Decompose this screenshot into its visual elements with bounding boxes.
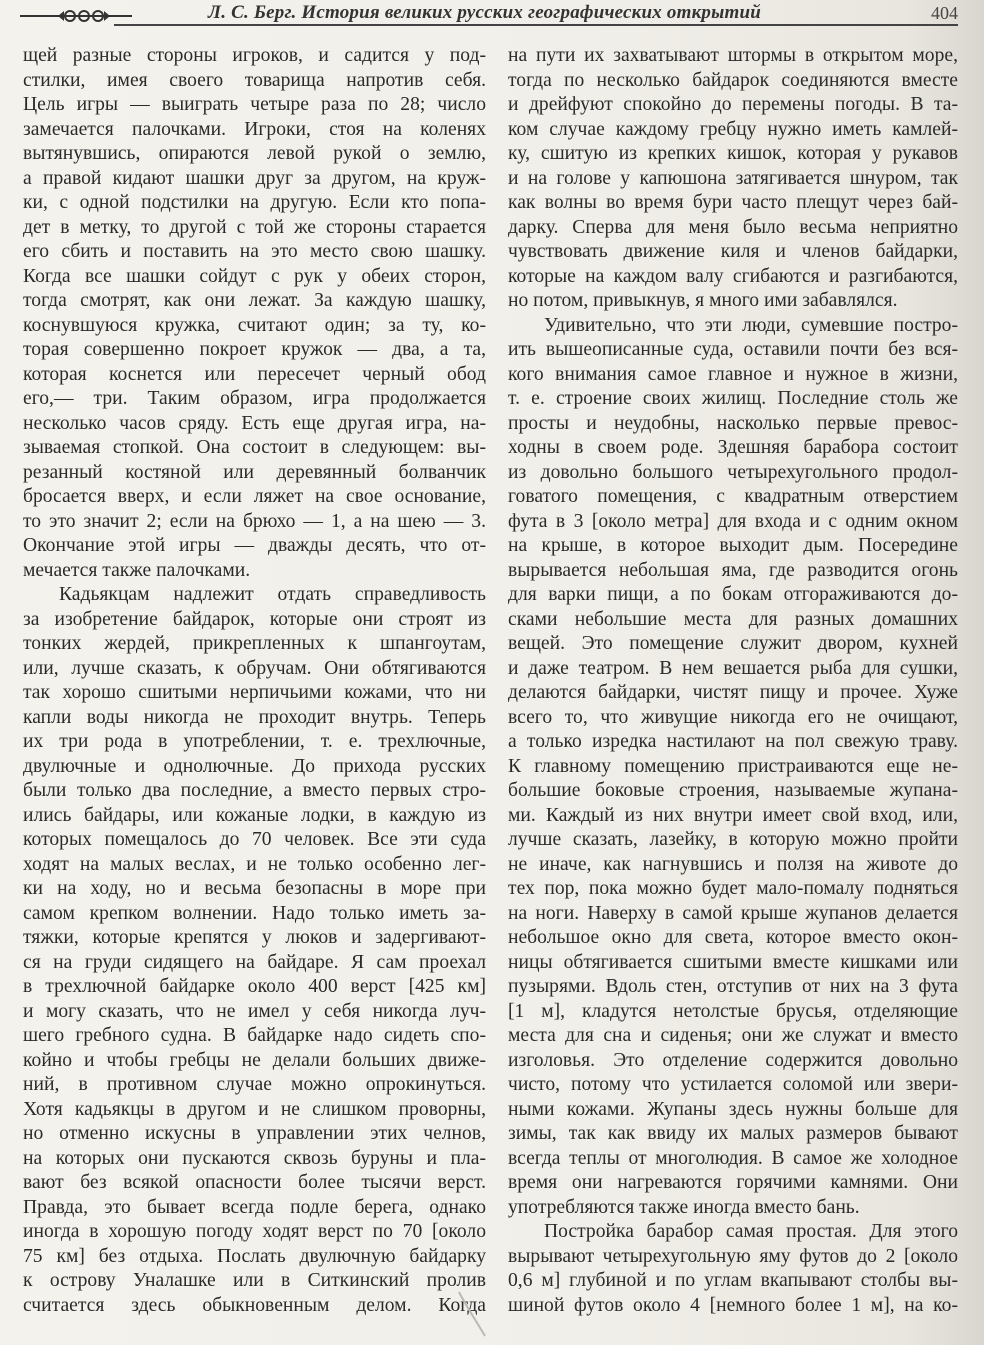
text-line: вырывают четырехугольную яму футов до 2 [около bbox=[508, 1245, 958, 1267]
text-line: и могу сказать, что не имел у себя никогда луч- bbox=[23, 1000, 486, 1022]
text-line: ми. Каждый из них внутри имеет свой вход, или, bbox=[508, 804, 958, 826]
text-line: самом крепком волнении. Надо только иметь за- bbox=[23, 902, 486, 924]
text-line: на ноги. Наверху в самой крыше жупанов делается bbox=[508, 902, 958, 924]
text-line: Постройка барабор самая простая. Для этого bbox=[544, 1221, 958, 1242]
text-line: его сбить и поставить на это место свою шашку. bbox=[23, 241, 486, 262]
text-line: чисто, потому что устилается соломой или звери- bbox=[508, 1074, 958, 1095]
text-line: тонких жердей, прикрепленных к шпангоутам, bbox=[23, 633, 486, 654]
text-line: сками небольшие места для разных домашних bbox=[508, 608, 958, 630]
text-line: вырывается небольшая яма, где разводится огонь bbox=[508, 559, 958, 581]
text-line: ки, с одной подстилки на другую. Если кто попа- bbox=[23, 192, 486, 213]
text-line: иногда в хорошую погоду ходят верст по 70 [около bbox=[23, 1221, 486, 1242]
text-line: тогда по несколько байдарок соединяются вместе bbox=[508, 69, 958, 91]
running-header bbox=[18, 0, 958, 30]
text-line: дарку. Сперва для меня было весьма неприятно bbox=[508, 216, 958, 238]
text-line: ком случае каждому гребцу нужно иметь камлей- bbox=[508, 118, 958, 140]
text-line: были только два последние, а вместо первых стро- bbox=[23, 780, 486, 801]
text-line: и дрейфуют спокойно до перемены погоды. В та- bbox=[508, 94, 958, 115]
text-line: ились байдары, или кожаные лодки, в каждую из bbox=[23, 804, 486, 826]
text-line: лучше сказать, лазейку, в которую можно пройти bbox=[508, 829, 958, 850]
text-line: зимы, так как ввиду их малых размеров бывают bbox=[508, 1123, 958, 1144]
text-line: и на голове у капюшона затягивается шнуром, так bbox=[508, 167, 958, 189]
text-line: бросается вверх, и если ляжет на свое основание, bbox=[23, 486, 486, 507]
text-line: койно и чтобы гребцы не делали больших движе- bbox=[23, 1049, 486, 1071]
text-line: вытянувшись, опираются левой рукой о землю, bbox=[23, 143, 486, 164]
text-line: [1 м], кладутся нетолстые брусья, отделяющие bbox=[508, 1000, 958, 1022]
text-line: ку, сшитую из крепких кишок, которая у рукавов bbox=[508, 143, 958, 164]
text-line: ходны в своем роде. Здешняя барабора состоит bbox=[508, 437, 958, 458]
text-line: или, лучше сказать, к обручам. Они обтягиваются bbox=[23, 657, 486, 679]
text-line: ки на ходу, но и весьма безопасны в море при bbox=[23, 878, 486, 899]
page-number: 404 bbox=[931, 3, 958, 23]
text-line: его,— три. Таким образом, игра продолжается bbox=[23, 388, 486, 409]
text-line: всегда теплы от многолюдия. В самое же холодное bbox=[508, 1147, 958, 1169]
text-line: Удивительно, что эти люди, сумевшие постро- bbox=[544, 314, 958, 336]
text-line: считается здесь обыкновенным делом. Когда bbox=[23, 1294, 486, 1316]
text-line: употребляются также иногда вместо бань. bbox=[508, 1196, 860, 1218]
text-line: просты и неудобны, насколько первые превос- bbox=[508, 412, 958, 434]
text-line: т. е. строение своих жилищ. Последние столь же bbox=[508, 388, 958, 409]
text-line: а только изредка настилают на пол свежую траву. bbox=[508, 731, 958, 752]
text-line: Когда все шашки сойдут с рук у обеих сторон, bbox=[23, 265, 486, 287]
text-line: их три рода в употреблении, т. е. трехлючные, bbox=[23, 731, 486, 752]
right-column bbox=[508, 44, 958, 1318]
text-line: фута в 3 [около метра] для входа и с одним окном bbox=[508, 510, 958, 532]
text-line: 75 км] без отдыха. Послать двулючную байдарку bbox=[23, 1245, 486, 1267]
scan-scratch-mark bbox=[455, 1290, 495, 1340]
text-line: ний, в противном случае можно опрокинуться. bbox=[23, 1074, 486, 1095]
text-line: дет в метку, то другой с той же стороны старается bbox=[23, 216, 486, 238]
text-line: щей разные стороны игроков, и садится у под- bbox=[23, 45, 486, 66]
text-line: небольшое окно для света, которое вместо окон- bbox=[508, 927, 958, 948]
text-line: торая совершенно покроет кружок — два, а та, bbox=[23, 339, 486, 360]
text-line: К главному помещению пристраиваются еще не- bbox=[508, 755, 958, 777]
header-rule bbox=[114, 24, 958, 26]
text-line: на которых они пускаются сквозь буруны и пла- bbox=[23, 1147, 486, 1169]
text-line: шего гребного судна. В байдарке надо сидеть спо- bbox=[23, 1025, 486, 1046]
text-line: в трехлючной байдарке около 400 верст [425 км] bbox=[23, 976, 486, 997]
text-line: говатого помещения, с квадратным отверстием bbox=[508, 486, 958, 507]
text-line: так хорошо сшитыми нерпичьими кожами, что ни bbox=[23, 682, 486, 703]
running-title: Л. С. Берг. История великих русских географических открытий bbox=[208, 2, 762, 23]
text-line: Кадьякцам надлежит отдать справедливость bbox=[59, 584, 486, 605]
text-line: коснувшуюся кружка, считают один; за ту, ко- bbox=[23, 314, 486, 336]
text-line: ить вышеописанные суда, оставили почти без вся- bbox=[508, 339, 958, 360]
text-line: но потом, привыкнув, я много ими забавлялся. bbox=[508, 290, 898, 311]
text-line: места для сна и сиденья; они же служат и вместо bbox=[508, 1025, 958, 1046]
text-line: тех пор, пока можно будет мало-помалу подняться bbox=[508, 878, 958, 899]
text-line: Хотя кадьякцы в другом и не слишком проворны, bbox=[23, 1098, 486, 1120]
text-line: чувствовать движение киля и членов байдарки, bbox=[508, 241, 958, 262]
text-line: зываемая стопкой. Она состоит в следующем: вы- bbox=[23, 437, 486, 458]
text-line: к острову Уналашке или в Ситкинский пролив bbox=[23, 1270, 486, 1291]
text-line: пузырями. Вдоль стен, отступив от них на 3 фута bbox=[508, 976, 958, 997]
text-line: вают без всякой опасности более тысячи верст. bbox=[23, 1172, 486, 1193]
text-line: Цель игры — выиграть четыре раза по 28; число bbox=[23, 94, 486, 115]
text-line: большие боковые строения, называемые жупана- bbox=[508, 780, 958, 801]
text-line: Окончание этой игры — дважды десять, что от- bbox=[23, 535, 486, 556]
text-line: то это значит 2; если на брюхо — 1, а на шею — 3. bbox=[23, 510, 486, 532]
text-line: на крыше, в которое выходит дым. Посередине bbox=[508, 535, 958, 556]
text-line: ницы обтягивается сшитыми вместе кишками или bbox=[508, 951, 958, 973]
text-line: на пути их захватывают штормы в открытом море, bbox=[508, 45, 958, 66]
text-line: которая коснется или пересечет черный обод bbox=[23, 363, 486, 385]
text-line: мечается также палочками. bbox=[23, 559, 251, 581]
text-line: резанный костяной или деревянный болванчик bbox=[23, 461, 486, 483]
text-line: тяжки, которые крепятся у люков и задергивают- bbox=[23, 927, 486, 948]
text-line: ными кожами. Жупаны здесь нужны больше для bbox=[508, 1098, 958, 1120]
text-line: но отменно искусны в управлении этих челнов, bbox=[23, 1123, 486, 1144]
text-line: которых помещалось до 70 человек. Все эти суда bbox=[23, 829, 486, 850]
left-column bbox=[23, 44, 486, 1318]
text-line: ходят на малых веслах, и не только особенно лег- bbox=[23, 853, 486, 875]
text-line: которые на каждом валу сгибаются и разгибаются, bbox=[508, 265, 958, 287]
text-line: вещей. Это помещение служит двором, кухней bbox=[508, 633, 958, 654]
text-line: делаются байдарки, чистят пищу и прочее. Хуже bbox=[508, 682, 958, 703]
text-line: тогда смотрят, как они лежат. За каждую шашку, bbox=[23, 290, 486, 311]
text-line: для варки пищи, а по бокам отгораживаются до- bbox=[508, 584, 958, 605]
text-line: замечается палочками. Игроки, стоя на коленях bbox=[23, 118, 486, 140]
text-line: шиной футов около 4 [немного более 1 м], на ко- bbox=[508, 1294, 958, 1316]
text-line: время они нагреваются горячими камнями. Они bbox=[508, 1172, 958, 1193]
text-line: за изобретение байдарок, которые они строят из bbox=[23, 608, 486, 630]
text-line: стилки, имея своего товарища напротив себя. bbox=[23, 69, 486, 91]
text-line: изголовья. Это отделение содержится довольно bbox=[508, 1049, 958, 1071]
text-line: а правой кидают шашки друг за другом, на круж- bbox=[23, 167, 486, 189]
text-line: 0,6 м] глубиной и по углам вкапывают столбы вы- bbox=[508, 1270, 958, 1291]
text-line: и даже театром. В нем вешается рыба для сушки, bbox=[508, 657, 958, 679]
text-line: кого внимания самое главное и нужное в жизни, bbox=[508, 363, 958, 385]
text-line: капли воды никогда не проходит внутрь. Теперь bbox=[23, 706, 486, 728]
text-line: из довольно большого четырехугольного продол- bbox=[508, 461, 958, 483]
text-line: всего то, что живущие никогда его не очищают, bbox=[508, 706, 958, 728]
text-line: ся на груди сидящего на байдаре. Я сам проехал bbox=[23, 951, 486, 973]
text-line: двулючные и однолючные. До прихода русских bbox=[23, 755, 486, 777]
text-line: Правда, это бывает всегда подле берега, однако bbox=[23, 1196, 486, 1218]
text-line: не иначе, как нагнувшись и ползя на животе до bbox=[508, 853, 958, 875]
text-line: несколько часов сряду. Есть еще другая игра, на- bbox=[23, 412, 486, 434]
text-line: как волны во время бури часто плещут через бай- bbox=[508, 192, 958, 213]
ornament-icon bbox=[20, 8, 132, 24]
